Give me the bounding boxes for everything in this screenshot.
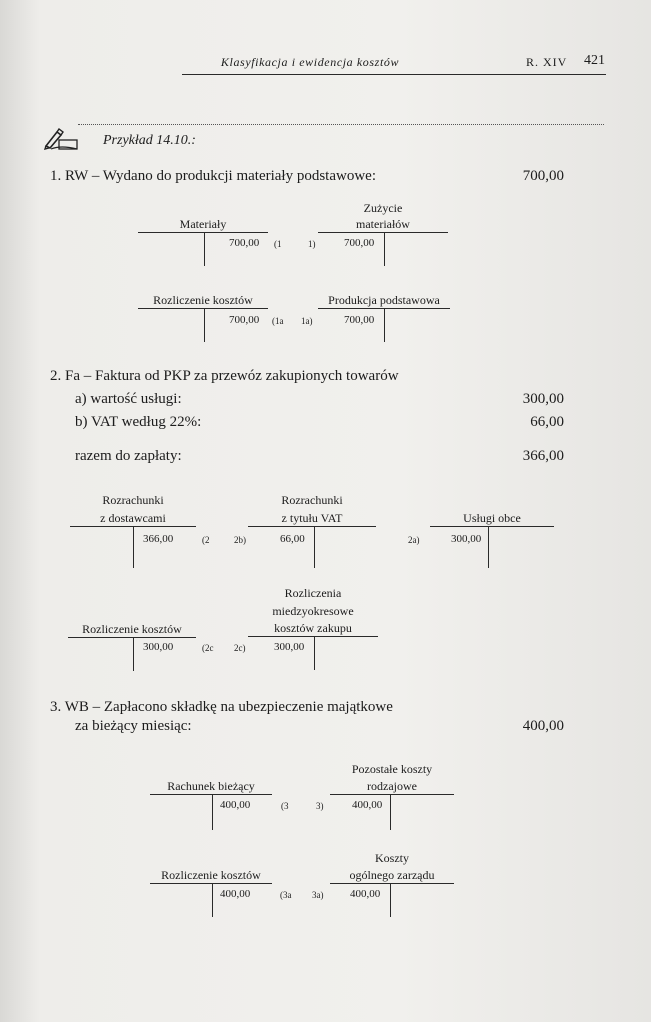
t-account-rozl-miedzy-top [248, 636, 378, 637]
t-account-rachunek-divider [212, 794, 213, 830]
t-account-pozostale-debit: 400,00 [352, 799, 383, 811]
t-account-materialy-top [138, 232, 268, 233]
t-account-materialy-title: Materiały [179, 217, 227, 231]
entry-2-b-label: b) VAT według 22%: [75, 414, 202, 430]
t-account-ogolne-top [330, 883, 454, 884]
page-number: 421 [584, 53, 605, 68]
entry-2-total-label: razem do zapłaty: [75, 448, 182, 464]
t-account-rozrach-vat-debit: 66,00 [280, 533, 305, 545]
t-account-uslugi-title: Usługi obce [463, 511, 521, 525]
t-account-rozliczenie-2-ref: (2c [202, 643, 214, 653]
t-account-ogolne-ref: 3a) [312, 890, 324, 900]
t-account-rozrach-vat-title-1: Rozrachunki [281, 493, 343, 507]
t-account-uslugi-divider [488, 526, 489, 568]
t-account-uslugi-top [430, 526, 554, 527]
t-account-ogolne-title-2: ogólnego zarządu [349, 868, 435, 882]
t-account-uslugi-ref: 2a) [408, 535, 420, 545]
t-account-rozl-miedzy-divider [314, 636, 315, 670]
t-account-zuzycie-ref: 1) [308, 239, 316, 249]
t-account-rachunek-title: Rachunek bieżący [167, 779, 255, 793]
t-account-ogolne-title-1: Koszty [375, 851, 409, 865]
t-account-rozrach-dost-ref: (2 [202, 535, 210, 545]
t-account-rozliczenie-3-credit: 400,00 [220, 888, 251, 900]
entry-3-amount: 400,00 [522, 718, 564, 734]
t-account-ogolne-divider [390, 883, 391, 917]
t-account-rozliczenie-1-title: Rozliczenie kosztów [153, 293, 253, 307]
t-account-rozl-miedzy-debit: 300,00 [274, 641, 305, 653]
entry-1-description: 1. RW – Wydano do produkcji materiały podstawowe: [50, 168, 376, 184]
t-account-zuzycie-divider [384, 232, 385, 266]
entry-3-description-line-1: 3. WB – Zapłacono składkę na ubezpieczenie majątkowe [50, 699, 393, 715]
t-account-rozliczenie-1-ref: (1a [272, 316, 284, 326]
t-account-rozrach-dost-title-1: Rozrachunki [102, 493, 164, 507]
t-account-rozliczenie-2-credit: 300,00 [143, 641, 174, 653]
t-account-rozrach-dost-title-2: z dostawcami [100, 511, 166, 525]
t-account-rozl-miedzy-title-3: kosztów zakupu [274, 621, 352, 635]
entry-2-total-amount: 366,00 [522, 448, 564, 464]
t-account-materialy-credit: 700,00 [229, 237, 260, 249]
t-account-rachunek-credit: 400,00 [220, 799, 251, 811]
t-account-zuzycie-title-2: materiałów [356, 217, 410, 231]
t-account-produkcja-divider [384, 308, 385, 342]
t-account-rozliczenie-3-title: Rozliczenie kosztów [161, 868, 261, 882]
t-account-rozl-miedzy-ref: 2c) [234, 643, 246, 653]
pencil-writing-icon [43, 126, 79, 150]
t-account-rozrach-dost-divider [133, 526, 134, 568]
example-label: Przykład 14.10.: [103, 133, 196, 148]
t-account-produkcja-debit: 700,00 [344, 314, 375, 326]
t-account-zuzycie-top [318, 232, 448, 233]
t-account-rozliczenie-2-top [68, 637, 196, 638]
t-account-zuzycie-title-1: Zużycie [363, 201, 403, 215]
t-account-rozliczenie-1-divider [204, 308, 205, 342]
t-account-ogolne-debit: 400,00 [350, 888, 381, 900]
t-account-pozostale-top [330, 794, 454, 795]
t-account-produkcja-ref: 1a) [301, 316, 313, 326]
entry-2-a-label: a) wartość usługi: [75, 391, 182, 407]
t-account-rozliczenie-3-top [150, 883, 272, 884]
entry-2-b-amount: 66,00 [530, 414, 564, 430]
t-account-rozrach-vat-title-2: z tytułu VAT [281, 511, 343, 525]
t-account-pozostale-title-2: rodzajowe [367, 779, 417, 793]
running-header-title: Klasyfikacja i ewidencja kosztów [220, 55, 400, 69]
t-account-uslugi-debit: 300,00 [451, 533, 482, 545]
entry-1-amount: 700,00 [522, 168, 564, 184]
t-account-rozl-miedzy-title-2: miedzyokresowe [272, 604, 354, 618]
t-account-rozliczenie-2-divider [133, 637, 134, 671]
entry-2-a-amount: 300,00 [522, 391, 564, 407]
t-account-rozrach-vat-top [248, 526, 376, 527]
t-account-rozrach-vat-divider [314, 526, 315, 568]
header-rule [182, 74, 606, 75]
t-account-materialy-ref: (1 [274, 239, 282, 249]
t-account-pozostale-divider [390, 794, 391, 830]
t-account-rozliczenie-3-divider [212, 883, 213, 917]
t-account-pozostale-title-1: Pozostałe koszty [351, 762, 433, 776]
t-account-rozrach-vat-ref: 2b) [234, 535, 246, 545]
t-account-rozliczenie-1-credit: 700,00 [229, 314, 260, 326]
t-account-pozostale-ref: 3) [316, 801, 324, 811]
t-account-materialy-divider [204, 232, 205, 266]
entry-2-description: 2. Fa – Faktura od PKP za przewóz zakupionych towarów [50, 368, 399, 384]
t-account-produkcja-title: Produkcja podstawowa [328, 293, 440, 307]
example-dotted-rule [78, 124, 604, 125]
t-account-rozl-miedzy-title-1: Rozliczenia [284, 586, 342, 600]
t-account-rozliczenie-1-top [138, 308, 268, 309]
t-account-rozliczenie-3-ref: (3a [280, 890, 292, 900]
t-account-rachunek-top [150, 794, 272, 795]
t-account-rachunek-ref: (3 [281, 801, 289, 811]
t-account-zuzycie-debit: 700,00 [344, 237, 375, 249]
t-account-rozliczenie-2-title: Rozliczenie kosztów [82, 622, 182, 636]
entry-3-description-line-2: za bieżący miesiąc: [75, 718, 192, 734]
chapter-label: R. XIV [526, 55, 568, 69]
t-account-rozrach-dost-credit: 366,00 [143, 533, 174, 545]
